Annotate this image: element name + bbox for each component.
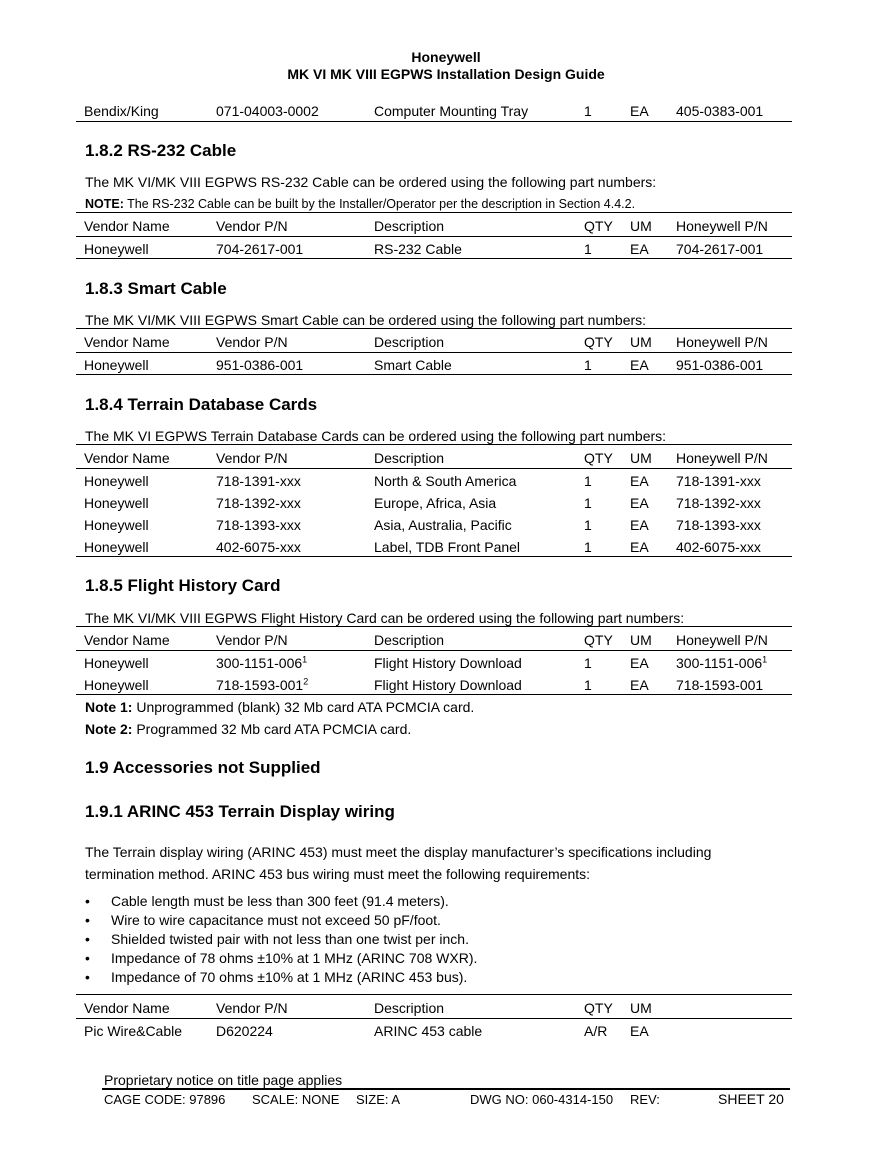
table-rule (76, 121, 792, 122)
footnote-ref: 1 (762, 654, 768, 665)
section-heading: 1.8.5 Flight History Card (85, 576, 281, 595)
part-number: 300-1151-006 (676, 655, 763, 671)
col-qty: QTY (584, 450, 613, 466)
col-um: UM (630, 1000, 652, 1016)
cell-description: Smart Cable (374, 357, 452, 373)
table-rule (76, 444, 792, 445)
table-rule (76, 626, 792, 627)
section-heading: 1.9 Accessories not Supplied (85, 758, 321, 777)
list-item-text: Impedance of 70 ohms ±10% at 1 MHz (ARINC 453 bus). (111, 969, 468, 985)
cell-vendor: Honeywell (84, 495, 149, 511)
col-qty: QTY (584, 632, 613, 648)
table-rule (76, 468, 792, 469)
cell-um: EA (630, 655, 649, 671)
table-header (76, 331, 792, 353)
table-rule (76, 694, 792, 695)
cell-vendor-pn: D620224 (216, 1023, 273, 1039)
table-header (76, 215, 792, 237)
cell-qty: 1 (584, 103, 592, 119)
cell-vendor-pn: 718-1393-xxx (216, 517, 301, 533)
cell-qty: 1 (584, 655, 592, 671)
list-item-text: Shielded twisted pair with not less than one twist per inch. (111, 931, 469, 947)
footnote-ref: 1 (302, 654, 308, 665)
table-rule (76, 258, 792, 259)
part-number: 300-1151-006 (216, 655, 303, 671)
bullet: • (85, 893, 90, 909)
cell-vendor-pn (216, 674, 308, 696)
note-text: Programmed 32 Mb card ATA PCMCIA card. (132, 721, 412, 737)
drawing-number: DWG NO: 060-4314-150 (470, 1092, 614, 1107)
table-row (76, 674, 792, 696)
cell-um: EA (630, 473, 649, 489)
table-row (76, 536, 792, 558)
paragraph-line: termination method. ARINC 453 bus wiring must meet the following requirements: (85, 866, 591, 882)
cell-honeywell-pn: 718-1392-xxx (676, 495, 761, 511)
cell-qty: 1 (584, 517, 592, 533)
cell-um: EA (630, 495, 649, 511)
cell-honeywell-pn: 951-0386-001 (676, 357, 764, 373)
cell-um: EA (630, 1023, 649, 1039)
cell-honeywell-pn: 405-0383-001 (676, 103, 764, 119)
cell-vendor: Pic Wire&Cable (84, 1023, 183, 1039)
cell-vendor-pn: 718-1392-xxx (216, 495, 301, 511)
table-row (76, 100, 792, 122)
section-intro: The MK VI/MK VIII EGPWS Flight History Card can be ordered using the following part numbers: (85, 610, 685, 626)
cell-um: EA (630, 517, 649, 533)
cell-description: ARINC 453 cable (374, 1023, 483, 1039)
cell-um: EA (630, 677, 649, 693)
note-label: NOTE: (85, 197, 124, 211)
cell-vendor: Honeywell (84, 539, 149, 555)
cell-vendor: Honeywell (84, 517, 149, 533)
table-row (76, 652, 792, 674)
cell-description: Asia, Australia, Pacific (374, 517, 512, 533)
table-rule (76, 212, 792, 213)
note-text: Unprogrammed (blank) 32 Mb card ATA PCMCIA card. (132, 699, 475, 715)
proprietary-notice: Proprietary notice on title page applies (104, 1072, 343, 1088)
footnote-ref: 2 (303, 676, 309, 687)
cell-vendor: Honeywell (84, 241, 149, 257)
col-vendor-pn: Vendor P/N (216, 632, 288, 648)
bullet: • (85, 931, 90, 947)
table-rule (76, 556, 792, 557)
col-vendor-pn: Vendor P/N (216, 1000, 288, 1016)
cell-description: Europe, Africa, Asia (374, 495, 497, 511)
col-qty: QTY (584, 1000, 613, 1016)
paragraph-line: The Terrain display wiring (ARINC 453) must meet the display manufacturer’s specifications including (85, 844, 712, 860)
cell-honeywell-pn: 718-1593-001 (676, 677, 764, 693)
revision: REV: (630, 1092, 660, 1107)
col-um: UM (630, 218, 652, 234)
col-honeywell-pn: Honeywell P/N (676, 334, 768, 350)
part-number: 718-1593-001 (216, 677, 304, 693)
cell-description: North & South America (374, 473, 517, 489)
table-rule (76, 650, 792, 651)
table-row (76, 470, 792, 492)
cell-vendor-pn: 402-6075-xxx (216, 539, 301, 555)
bullet: • (85, 950, 90, 966)
sheet-number: SHEET 20 (718, 1091, 784, 1107)
section-intro: The MK VI EGPWS Terrain Database Cards can be ordered using the following part numbers: (85, 428, 667, 444)
cell-description: Label, TDB Front Panel (374, 539, 521, 555)
table-rule (76, 236, 792, 237)
section-heading: 1.8.2 RS-232 Cable (85, 141, 237, 160)
table-row (76, 354, 792, 376)
note (85, 197, 635, 211)
cell-qty: 1 (584, 357, 592, 373)
col-description: Description (374, 632, 445, 648)
bullet: • (85, 912, 90, 928)
cell-qty: 1 (584, 539, 592, 555)
col-qty: QTY (584, 334, 613, 350)
cell-qty: 1 (584, 495, 592, 511)
list-item-text: Impedance of 78 ohms ±10% at 1 MHz (ARINC 708 WXR). (111, 950, 478, 966)
note-label: Note 1: (85, 699, 133, 715)
cell-um: EA (630, 241, 649, 257)
section-intro: The MK VI/MK VIII EGPWS RS-232 Cable can be ordered using the following part numbers: (85, 174, 657, 190)
section-heading: 1.8.4 Terrain Database Cards (85, 395, 318, 414)
col-honeywell-pn: Honeywell P/N (676, 632, 768, 648)
cell-description: RS-232 Cable (374, 241, 462, 257)
col-description: Description (374, 334, 445, 350)
cell-vendor: Honeywell (84, 655, 149, 671)
table-row (76, 238, 792, 260)
col-qty: QTY (584, 218, 613, 234)
cage-code: CAGE CODE: 97896 (104, 1092, 226, 1107)
col-um: UM (630, 632, 652, 648)
cell-vendor: Honeywell (84, 677, 149, 693)
cell-vendor: Honeywell (84, 473, 149, 489)
cell-vendor-pn: 071-04003-0002 (216, 103, 319, 119)
col-vendor-pn: Vendor P/N (216, 450, 288, 466)
note-label: Note 2: (85, 721, 133, 737)
col-vendor-name: Vendor Name (84, 1000, 170, 1016)
cell-vendor: Honeywell (84, 357, 149, 373)
table-row (76, 492, 792, 514)
col-vendor-name: Vendor Name (84, 218, 170, 234)
footnote-2 (85, 721, 411, 737)
cell-description: Flight History Download (374, 677, 522, 693)
table-rule (76, 374, 792, 375)
cell-description: Flight History Download (374, 655, 522, 671)
footer-rule (102, 1088, 790, 1090)
scale: SCALE: NONE (252, 1092, 340, 1107)
cell-honeywell-pn: 718-1393-xxx (676, 517, 761, 533)
section-heading: 1.8.3 Smart Cable (85, 279, 227, 298)
cell-qty: 1 (584, 241, 592, 257)
note-text: The RS-232 Cable can be built by the Installer/Operator per the description in Section 4.4.2. (123, 197, 636, 211)
cell-vendor-pn: 704-2617-001 (216, 241, 304, 257)
cell-um: EA (630, 103, 649, 119)
size: SIZE: A (356, 1092, 401, 1107)
col-vendor-name: Vendor Name (84, 632, 170, 648)
list-item-text: Cable length must be less than 300 feet (91.4 meters). (111, 893, 449, 909)
cell-honeywell-pn: 402-6075-xxx (676, 539, 761, 555)
table-header (76, 997, 792, 1019)
cell-um: EA (630, 357, 649, 373)
cell-vendor-pn: 718-1391-xxx (216, 473, 301, 489)
footnote-1 (85, 699, 474, 715)
cell-vendor-pn (216, 652, 307, 674)
header-title: MK VI MK VIII EGPWS Installation Design Guide (287, 66, 605, 82)
col-vendor-name: Vendor Name (84, 334, 170, 350)
col-vendor-pn: Vendor P/N (216, 334, 288, 350)
table-rule (76, 352, 792, 353)
table-row (76, 1020, 792, 1042)
table-row (76, 514, 792, 536)
table-rule (76, 994, 792, 995)
section-intro: The MK VI/MK VIII EGPWS Smart Cable can be ordered using the following part numbers: (85, 312, 647, 328)
header-company: Honeywell (411, 49, 481, 65)
col-description: Description (374, 450, 445, 466)
col-um: UM (630, 450, 652, 466)
cell-honeywell-pn (676, 652, 767, 674)
cell-um: EA (630, 539, 649, 555)
cell-qty: 1 (584, 677, 592, 693)
table-header (76, 629, 792, 651)
cell-vendor: Bendix/King (84, 103, 159, 119)
bullet: • (85, 969, 90, 985)
col-vendor-pn: Vendor P/N (216, 218, 288, 234)
col-um: UM (630, 334, 652, 350)
col-vendor-name: Vendor Name (84, 450, 170, 466)
col-honeywell-pn: Honeywell P/N (676, 218, 768, 234)
cell-vendor-pn: 951-0386-001 (216, 357, 304, 373)
table-rule (76, 1018, 792, 1019)
cell-qty: A/R (584, 1023, 608, 1039)
col-description: Description (374, 1000, 445, 1016)
list-item-text: Wire to wire capacitance must not exceed 50 pF/foot. (111, 912, 441, 928)
cell-qty: 1 (584, 473, 592, 489)
section-heading: 1.9.1 ARINC 453 Terrain Display wiring (85, 802, 395, 821)
cell-description: Computer Mounting Tray (374, 103, 529, 119)
col-description: Description (374, 218, 445, 234)
table-rule (76, 328, 792, 329)
table-header (76, 447, 792, 469)
col-honeywell-pn: Honeywell P/N (676, 450, 768, 466)
cell-honeywell-pn: 718-1391-xxx (676, 473, 761, 489)
cell-honeywell-pn: 704-2617-001 (676, 241, 764, 257)
